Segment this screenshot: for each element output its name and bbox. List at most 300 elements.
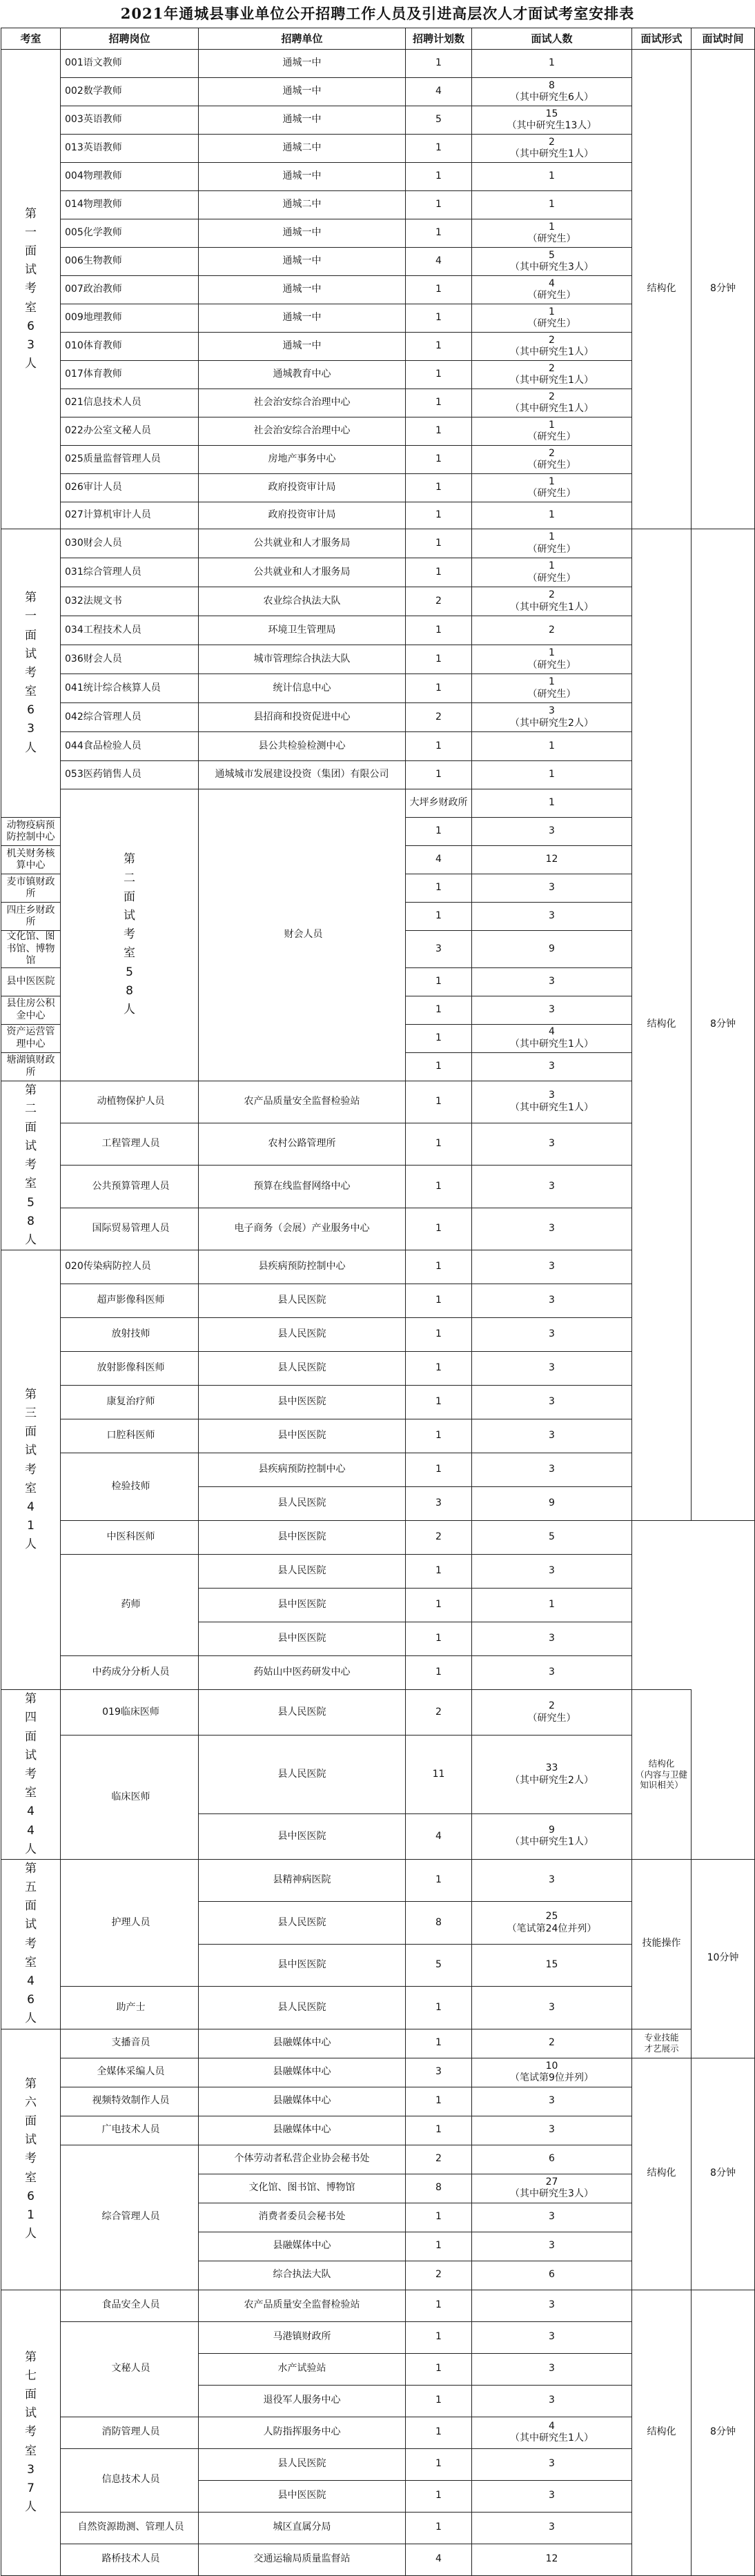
position-cell: 014物理教师: [61, 191, 199, 219]
interview-count-cell: 2: [472, 616, 632, 645]
plan-count-cell: 2: [406, 2261, 472, 2290]
unit-cell: 县中医医院: [199, 1944, 406, 1986]
unit-cell: 县疾病预防控制中心: [199, 1250, 406, 1284]
unit-cell: 县人民医院: [199, 1690, 406, 1736]
exam-room-cell: 第 二 面 试 考 室 5 8 人: [61, 789, 199, 1081]
interview-count-cell: 3: [472, 2480, 632, 2512]
interview-time-cell: 8分钟: [692, 2290, 755, 2575]
unit-cell: 通城一中: [199, 276, 406, 304]
plan-count-cell: 1: [406, 1419, 472, 1453]
unit-cell: 通城一中: [199, 106, 406, 135]
plan-count-cell: 1: [406, 304, 472, 333]
unit-cell: 政府投资审计局: [199, 474, 406, 502]
unit-cell: 通城一中: [199, 163, 406, 191]
unit-cell: 交通运输局质量监督站: [199, 2544, 406, 2575]
interview-count-cell: 3: [472, 2353, 632, 2385]
interview-count-cell: 3: [472, 2087, 632, 2116]
interview-count-cell: 4 （其中研究生1人）: [472, 1024, 632, 1052]
interview-count-cell: 5 （其中研究生3人）: [472, 248, 632, 276]
plan-count-cell: 1: [406, 1555, 472, 1589]
position-cell: 超声影像科医师: [61, 1284, 199, 1318]
plan-count-cell: 2: [406, 587, 472, 616]
position-cell: 022办公室文秘人员: [61, 417, 199, 446]
interview-count-cell: 3: [472, 1284, 632, 1318]
position-cell: 006生物教师: [61, 248, 199, 276]
plan-count-cell: 1: [406, 732, 472, 761]
interview-count-cell: 3: [472, 1208, 632, 1250]
plan-count-cell: 2: [406, 703, 472, 732]
interview-count-cell: 3: [472, 1386, 632, 1419]
plan-count-cell: 1: [406, 1166, 472, 1208]
interview-count-cell: 1 （研究生）: [472, 304, 632, 333]
unit-cell: 通城城市发展建设投资（集团）有限公司: [199, 761, 406, 789]
plan-count-cell: 8: [406, 2174, 472, 2203]
interview-form-cell: 结构化: [632, 2058, 692, 2290]
unit-cell: 县融媒体中心: [199, 2029, 406, 2058]
position-cell: 信息技术人员: [61, 2448, 199, 2512]
interview-count-cell: 3 （其中研究生1人）: [472, 1081, 632, 1123]
unit-cell: 麦市镇财政所: [1, 874, 61, 903]
interview-count-cell: 3: [472, 1318, 632, 1352]
position-cell: 025质量监督管理人员: [61, 446, 199, 474]
plan-count-cell: 5: [406, 1944, 472, 1986]
plan-count-cell: 1: [406, 1123, 472, 1165]
table-row: [1, 529, 755, 558]
plan-count-cell: 1: [406, 1284, 472, 1318]
unit-cell: 县中医医院: [199, 1419, 406, 1453]
plan-count-cell: 8: [406, 1902, 472, 1944]
position-cell: 消防管理人员: [61, 2417, 199, 2448]
unit-cell: 公共就业和人才服务局: [199, 558, 406, 587]
interview-count-cell: 1: [472, 191, 632, 219]
interview-count-cell: 1 （研究生）: [472, 674, 632, 703]
plan-count-cell: 1: [406, 558, 472, 587]
interview-count-cell: 3: [472, 1166, 632, 1208]
unit-cell: 县人民医院: [199, 2448, 406, 2480]
unit-cell: 农产品质量安全监督检验站: [199, 2290, 406, 2321]
position-cell: 031综合管理人员: [61, 558, 199, 587]
unit-cell: 县招商和投资促进中心: [199, 703, 406, 732]
plan-count-cell: 1: [406, 2232, 472, 2261]
plan-count-cell: 1: [406, 219, 472, 248]
interview-time-cell: 8分钟: [692, 50, 755, 529]
exam-room-cell: 第 一 面 试 考 室 6 3 人: [1, 529, 61, 818]
interview-count-cell: 3: [472, 2116, 632, 2145]
header-plan: 招聘计划数: [406, 28, 472, 50]
interview-count-cell: 2 （其中研究生1人）: [472, 361, 632, 389]
interview-count-cell: 12: [472, 846, 632, 874]
plan-count-cell: 1: [406, 1589, 472, 1622]
unit-cell: 公共就业和人才服务局: [199, 529, 406, 558]
unit-cell: 四庄乡财政所: [1, 903, 61, 931]
plan-count-cell: 1: [406, 50, 472, 78]
plan-count-cell: 1: [406, 1987, 472, 2029]
interview-count-cell: 9: [472, 931, 632, 968]
interview-count-cell: 12: [472, 2544, 632, 2575]
unit-cell: 文化馆、图书馆、博物馆: [199, 2174, 406, 2203]
unit-cell: 县精神病医院: [199, 1859, 406, 1901]
plan-count-cell: 1: [406, 2321, 472, 2353]
interview-count-cell: 3: [472, 2385, 632, 2417]
plan-count-cell: 1: [406, 2116, 472, 2145]
position-cell: 食品安全人员: [61, 2290, 199, 2321]
plan-count-cell: 1: [472, 789, 632, 818]
plan-count-cell: 1: [406, 2029, 472, 2058]
position-cell: 支播音员: [61, 2029, 199, 2058]
plan-count-cell: 5: [406, 106, 472, 135]
interview-count-cell: 3: [472, 903, 632, 931]
unit-cell: 人防指挥服务中心: [199, 2417, 406, 2448]
position-cell: 007政治教师: [61, 276, 199, 304]
unit-cell: 县疾病预防控制中心: [199, 1453, 406, 1487]
plan-count-cell: 1: [406, 996, 472, 1024]
interview-count-cell: 3: [472, 1555, 632, 1589]
plan-count-cell: 1: [406, 761, 472, 789]
unit-cell: 县人民医院: [199, 1555, 406, 1589]
interview-form-cell: 结构化: [632, 529, 692, 1521]
interview-count-cell: 1 （研究生）: [472, 417, 632, 446]
interview-time-cell: 8分钟: [692, 529, 755, 1521]
plan-count-cell: 1: [406, 674, 472, 703]
plan-count-cell: 3: [406, 931, 472, 968]
plan-count-cell: 1: [406, 2480, 472, 2512]
header-unit: 招聘单位: [199, 28, 406, 50]
position-cell: 003英语教师: [61, 106, 199, 135]
plan-count-cell: 1: [406, 818, 472, 846]
position-cell: 检验技师: [61, 1453, 199, 1521]
interview-count-cell: 3: [472, 1622, 632, 1656]
plan-count-cell: 1: [406, 2385, 472, 2417]
plan-count-cell: 1: [406, 2290, 472, 2321]
plan-count-cell: 4: [406, 2544, 472, 2575]
plan-count-cell: 1: [406, 135, 472, 163]
position-cell: 034工程技术人员: [61, 616, 199, 645]
interview-count-cell: 8 （其中研究生6人）: [472, 78, 632, 106]
interview-count-cell: 1 （研究生）: [472, 558, 632, 587]
plan-count-cell: 1: [406, 446, 472, 474]
unit-cell: 机关财务核算中心: [1, 846, 61, 874]
interview-count-cell: 2 （其中研究生1人）: [472, 587, 632, 616]
position-cell: 广电技术人员: [61, 2116, 199, 2145]
unit-cell: 个体劳动者私营企业协会秘书处: [199, 2145, 406, 2174]
plan-count-cell: 11: [406, 1736, 472, 1814]
plan-count-cell: 1: [406, 163, 472, 191]
unit-cell: 县中医医院: [199, 1589, 406, 1622]
unit-cell: 资产运营管理中心: [1, 1024, 61, 1052]
exam-room-cell: 第 六 面 试 考 室 6 1 人: [1, 2029, 61, 2290]
interview-count-cell: 1 （研究生）: [472, 219, 632, 248]
unit-cell: 塘湖镇财政所: [1, 1052, 61, 1081]
table-row: [1, 1690, 755, 1736]
unit-cell: 县人民医院: [199, 1736, 406, 1814]
position-cell: 综合管理人员: [61, 2145, 199, 2290]
interview-count-cell: 3: [472, 1052, 632, 1081]
position-cell: 路桥技术人员: [61, 2544, 199, 2575]
interview-count-cell: 1: [472, 1589, 632, 1622]
interview-count-cell: 27 （其中研究生3人）: [472, 2174, 632, 2203]
table-row: [1, 2029, 755, 2058]
interview-form-cell: 专业技能 才艺展示: [632, 2029, 692, 2058]
interview-count-cell: 3: [472, 2203, 632, 2232]
position-cell: 临床医师: [61, 1736, 199, 1860]
position-cell: 中医科医师: [61, 1521, 199, 1555]
plan-count-cell: 1: [406, 903, 472, 931]
interview-count-cell: 1 （研究生）: [472, 529, 632, 558]
unit-cell: 城市管理综合执法大队: [199, 645, 406, 674]
position-cell: 032法规文书: [61, 587, 199, 616]
plan-count-cell: 1: [406, 389, 472, 417]
unit-cell: 农业综合执法大队: [199, 587, 406, 616]
unit-cell: 通城教育中心: [199, 361, 406, 389]
unit-cell: 农产品质量安全监督检验站: [199, 1081, 406, 1123]
interview-count-cell: 4 （研究生）: [472, 276, 632, 304]
position-cell: 动植物保护人员: [61, 1081, 199, 1123]
position-cell: 005化学教师: [61, 219, 199, 248]
schedule-table: [1, 28, 755, 2576]
unit-cell: 县中医医院: [199, 1521, 406, 1555]
unit-cell: 药姑山中医药研发中心: [199, 1656, 406, 1690]
plan-count-cell: 3: [406, 1487, 472, 1521]
table-row: [1, 1521, 755, 1555]
position-cell: 027计算机审计人员: [61, 502, 199, 529]
unit-cell: 通城一中: [199, 219, 406, 248]
position-cell: 010体育教师: [61, 333, 199, 361]
position-cell: 康复治疗师: [61, 1386, 199, 1419]
plan-count-cell: 1: [406, 529, 472, 558]
unit-cell: 县人民医院: [199, 1487, 406, 1521]
plan-count-cell: 1: [406, 1052, 472, 1081]
interview-count-cell: 3 （其中研究生2人）: [472, 703, 632, 732]
plan-count-cell: 1: [406, 1386, 472, 1419]
interview-count-cell: 1 （研究生）: [472, 474, 632, 502]
unit-cell: 通城一中: [199, 304, 406, 333]
plan-count-cell: 1: [406, 1352, 472, 1386]
interview-count-cell: 6: [472, 2145, 632, 2174]
unit-cell: 城区直属分局: [199, 2512, 406, 2544]
unit-cell: 社会治安综合治理中心: [199, 417, 406, 446]
plan-count-cell: 2: [406, 1690, 472, 1736]
interview-count-cell: 9: [472, 1487, 632, 1521]
interview-count-cell: 3: [472, 1250, 632, 1284]
table-row: [1, 2058, 755, 2087]
plan-count-cell: 1: [406, 276, 472, 304]
unit-cell: 通城一中: [199, 248, 406, 276]
interview-count-cell: 3: [472, 1987, 632, 2029]
interview-count-cell: 3: [472, 1419, 632, 1453]
header-time: 面试时间: [692, 28, 755, 50]
position-cell: 042综合管理人员: [61, 703, 199, 732]
unit-cell: 退役军人服务中心: [199, 2385, 406, 2417]
unit-cell: 县住房公积金中心: [1, 996, 61, 1024]
interview-count-cell: 1: [472, 163, 632, 191]
header-interviewees: 面试人数: [472, 28, 632, 50]
interview-count-cell: 15 （其中研究生13人）: [472, 106, 632, 135]
table-row: [1, 1656, 755, 1690]
unit-cell: 水产试验站: [199, 2353, 406, 2385]
plan-count-cell: 1: [406, 1318, 472, 1352]
plan-count-cell: 1: [406, 1208, 472, 1250]
header-row: [1, 28, 755, 50]
position-cell: 013英语教师: [61, 135, 199, 163]
table-row: [1, 1859, 755, 1901]
exam-room-cell: 第 一 面 试 考 室 6 3 人: [1, 50, 61, 529]
position-cell: 041统计综合核算人员: [61, 674, 199, 703]
unit-cell: 文化馆、图书馆、博物馆: [1, 931, 61, 968]
interview-count-cell: 3: [472, 1656, 632, 1690]
plan-count-cell: 1: [406, 616, 472, 645]
unit-cell: 县人民医院: [199, 1284, 406, 1318]
unit-cell: 环境卫生管理局: [199, 616, 406, 645]
plan-count-cell: 1: [406, 967, 472, 996]
unit-cell: 电子商务（会展）产业服务中心: [199, 1208, 406, 1250]
unit-cell: 大坪乡财政所: [406, 789, 472, 818]
unit-cell: 县公共检验检测中心: [199, 732, 406, 761]
table-body: [1, 50, 755, 2576]
unit-cell: 县人民医院: [199, 1318, 406, 1352]
unit-cell: 县融媒体中心: [199, 2116, 406, 2145]
interview-count-cell: 1: [472, 761, 632, 789]
interview-count-cell: 1: [472, 732, 632, 761]
position-cell: 公共预算管理人员: [61, 1166, 199, 1208]
header-form: 面试形式: [632, 28, 692, 50]
position-cell: 放射技师: [61, 1318, 199, 1352]
interview-count-cell: 3: [472, 967, 632, 996]
position-cell: 002数学教师: [61, 78, 199, 106]
interview-time-cell: 10分钟: [692, 1859, 755, 2058]
interview-count-cell: 2 （研究生）: [472, 1690, 632, 1736]
table-row: [1, 1555, 755, 1589]
interview-count-cell: 3: [472, 2512, 632, 2544]
plan-count-cell: 1: [406, 502, 472, 529]
interview-count-cell: 6: [472, 2261, 632, 2290]
interview-form-cell: 结构化: [632, 50, 692, 529]
position-cell: 036财会人员: [61, 645, 199, 674]
interview-count-cell: 1: [472, 50, 632, 78]
interview-count-cell: 3: [472, 2321, 632, 2353]
position-cell: 020传染病防控人员: [61, 1250, 199, 1284]
interview-count-cell: 3: [472, 2448, 632, 2480]
position-cell: 009地理教师: [61, 304, 199, 333]
exam-room-cell: 第 四 面 试 考 室 4 4 人: [1, 1690, 61, 1860]
plan-count-cell: 1: [406, 874, 472, 903]
unit-cell: 县人民医院: [199, 1987, 406, 2029]
header-position: 招聘岗位: [61, 28, 199, 50]
interview-count-cell: 10 （笔试第9位并列）: [472, 2058, 632, 2087]
interview-form-cell: 技能操作: [632, 1859, 692, 2029]
unit-cell: 农村公路管理所: [199, 1123, 406, 1165]
interview-count-cell: 2 （其中研究生1人）: [472, 135, 632, 163]
position-cell: 004物理教师: [61, 163, 199, 191]
plan-count-cell: 1: [406, 361, 472, 389]
unit-cell: 消费者委员会秘书处: [199, 2203, 406, 2232]
plan-count-cell: 4: [406, 846, 472, 874]
unit-cell: 县融媒体中心: [199, 2087, 406, 2116]
unit-cell: 动物疫病预防控制中心: [1, 818, 61, 846]
unit-cell: 马港镇财政所: [199, 2321, 406, 2353]
unit-cell: 统计信息中心: [199, 674, 406, 703]
unit-cell: 县人民医院: [199, 1902, 406, 1944]
interview-count-cell: 3: [472, 1859, 632, 1901]
unit-cell: 房地产事务中心: [199, 446, 406, 474]
interview-form-cell: 结构化: [632, 2290, 692, 2575]
interview-count-cell: 33 （其中研究生2人）: [472, 1736, 632, 1814]
plan-count-cell: 2: [406, 1521, 472, 1555]
position-cell: 021信息技术人员: [61, 389, 199, 417]
unit-cell: 县中医医院: [199, 1622, 406, 1656]
page-title: 2021年通城县事业单位公开招聘工作人员及引进高层次人才面试考室安排表: [120, 5, 635, 22]
plan-count-cell: 1: [406, 1453, 472, 1487]
plan-count-cell: 1: [406, 1250, 472, 1284]
interview-count-cell: 3: [472, 2232, 632, 2261]
plan-count-cell: 1: [406, 2203, 472, 2232]
interview-time-cell: 8分钟: [692, 2058, 755, 2290]
unit-cell: 通城一中: [199, 50, 406, 78]
position-cell: 044食品检验人员: [61, 732, 199, 761]
unit-cell: 通城一中: [199, 78, 406, 106]
position-cell: 文秘人员: [61, 2321, 199, 2417]
plan-count-cell: 1: [406, 333, 472, 361]
unit-cell: 通城二中: [199, 135, 406, 163]
interview-count-cell: 2 （研究生）: [472, 446, 632, 474]
interview-count-cell: 2: [472, 2029, 632, 2058]
position-cell: 放射影像科医师: [61, 1352, 199, 1386]
exam-room-cell: 第 七 面 试 考 室 3 7 人: [1, 2290, 61, 2575]
unit-cell: 政府投资审计局: [199, 502, 406, 529]
plan-count-cell: 4: [406, 78, 472, 106]
unit-cell: 县融媒体中心: [199, 2058, 406, 2087]
position-cell: 工程管理人员: [61, 1123, 199, 1165]
unit-cell: 县中医医院: [199, 1813, 406, 1859]
plan-count-cell: 1: [406, 1622, 472, 1656]
exam-room-cell: 第 三 面 试 考 室 4 1 人: [1, 1250, 61, 1690]
interview-count-cell: 2 （其中研究生1人）: [472, 389, 632, 417]
unit-cell: 通城二中: [199, 191, 406, 219]
unit-cell: 社会治安综合治理中心: [199, 389, 406, 417]
position-cell: 财会人员: [199, 789, 406, 1081]
plan-count-cell: 4: [406, 1813, 472, 1859]
unit-cell: 县中医医院: [199, 2480, 406, 2512]
plan-count-cell: 1: [406, 2353, 472, 2385]
position-cell: 口腔科医师: [61, 1419, 199, 1453]
header-room: 考室: [1, 28, 61, 50]
interview-count-cell: 5: [472, 1521, 632, 1555]
interview-count-cell: 25 （笔试第24位并列）: [472, 1902, 632, 1944]
unit-cell: 县中医医院: [1, 967, 61, 996]
position-cell: 019临床医师: [61, 1690, 199, 1736]
position-cell: 助产士: [61, 1987, 199, 2029]
plan-count-cell: 3: [406, 2058, 472, 2087]
plan-count-cell: 1: [406, 2448, 472, 2480]
plan-count-cell: 4: [406, 248, 472, 276]
plan-count-cell: 1: [406, 2512, 472, 2544]
exam-room-cell: 第 二 面 试 考 室 5 8 人: [1, 1081, 61, 1250]
table-row: [1, 50, 755, 78]
plan-count-cell: 1: [406, 1656, 472, 1690]
plan-count-cell: 2: [406, 2145, 472, 2174]
plan-count-cell: 1: [406, 2417, 472, 2448]
position-cell: 视频特效制作人员: [61, 2087, 199, 2116]
interview-count-cell: 3: [472, 996, 632, 1024]
table-row: [1, 2290, 755, 2321]
plan-count-cell: 1: [406, 417, 472, 446]
interview-count-cell: 3: [472, 1453, 632, 1487]
position-cell: 001语文教师: [61, 50, 199, 78]
position-cell: 030财会人员: [61, 529, 199, 558]
plan-count-cell: 1: [406, 1024, 472, 1052]
interview-count-cell: 1 （研究生）: [472, 645, 632, 674]
position-cell: 国际贸易管理人员: [61, 1208, 199, 1250]
interview-form-cell: 结构化 （内容与卫健知识相关）: [632, 1690, 692, 1860]
